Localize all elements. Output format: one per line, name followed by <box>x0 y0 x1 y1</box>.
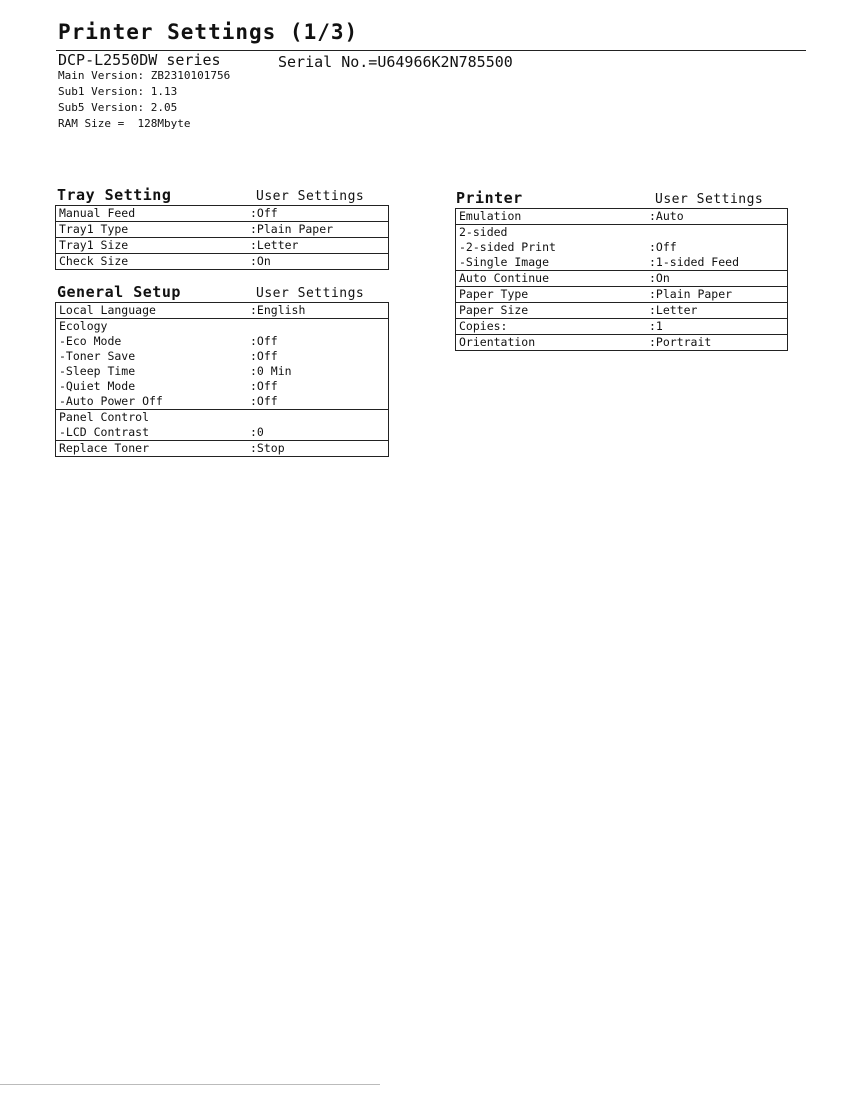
table-row <box>456 225 788 241</box>
general-setup-column-header: User Settings <box>256 286 365 301</box>
setting-label: -Toner Save <box>59 349 136 363</box>
table-row <box>56 379 389 394</box>
setting-value: :On <box>250 254 389 270</box>
setting-value: :Portrait <box>649 335 788 351</box>
setting-label: Panel Control <box>56 410 251 426</box>
table-row <box>56 334 389 349</box>
setting-value: :1 <box>649 319 788 335</box>
general-setup-table <box>55 302 389 457</box>
setting-value: :Off <box>250 206 278 220</box>
printer-column-header: User Settings <box>655 192 764 207</box>
table-row <box>56 254 389 270</box>
main-version: Main Version: ZB2310101756 <box>58 69 231 82</box>
sub5-version: Sub5 Version: 2.05 <box>58 101 178 114</box>
setting-label: -Sleep Time <box>59 364 136 378</box>
table-row <box>56 222 389 238</box>
table-row <box>56 394 389 410</box>
setting-value: :Off <box>250 394 278 408</box>
setting-value: :0 <box>250 425 264 439</box>
table-row <box>56 441 389 457</box>
setting-label: -Quiet Mode <box>59 379 136 393</box>
table-row <box>56 303 389 319</box>
setting-label: Paper Size <box>456 303 650 319</box>
table-row <box>56 206 389 222</box>
setting-label: Emulation <box>459 209 522 223</box>
setting-value: :Plain Paper <box>250 222 389 238</box>
table-row <box>456 271 788 287</box>
setting-value <box>250 319 389 335</box>
setting-value: :Letter <box>250 238 389 254</box>
table-row <box>56 364 389 379</box>
setting-value <box>250 410 389 426</box>
tray-setting-column-header: User Settings <box>256 189 365 204</box>
table-row <box>456 319 788 335</box>
table-row <box>456 255 788 271</box>
table-row <box>456 303 788 319</box>
setting-label: Auto Continue <box>456 271 650 287</box>
setting-label: Copies: <box>456 319 650 335</box>
setting-label: -LCD Contrast <box>59 425 150 439</box>
setting-label: -Eco Mode <box>59 334 122 348</box>
setting-label: Orientation <box>456 335 650 351</box>
setting-label: Tray1 Type <box>56 222 251 238</box>
setting-value: :Auto <box>649 209 684 223</box>
tray-setting-title: Tray Setting <box>57 186 172 204</box>
setting-label: Check Size <box>56 254 251 270</box>
serial-number: Serial No.=U64966K2N785500 <box>278 53 513 71</box>
setting-label: -Single Image <box>459 255 550 269</box>
setting-value <box>649 225 788 241</box>
setting-value: :Off <box>649 240 677 254</box>
table-row <box>456 240 788 255</box>
page-bottom-rule <box>0 1084 380 1085</box>
setting-label: -Auto Power Off <box>59 394 163 408</box>
setting-value: :English <box>250 303 306 317</box>
table-row <box>56 319 389 335</box>
setting-label: Paper Type <box>456 287 650 303</box>
ram-size: RAM Size = 128Mbyte <box>58 117 191 130</box>
sub1-version: Sub1 Version: 1.13 <box>58 85 178 98</box>
printer-table <box>455 208 788 351</box>
setting-label: Local Language <box>59 303 156 317</box>
setting-value: :On <box>649 271 788 287</box>
table-row <box>56 425 389 441</box>
setting-value: :Plain Paper <box>649 287 788 303</box>
setting-value: :Stop <box>250 441 389 457</box>
setting-value: :Letter <box>649 303 788 319</box>
setting-value: :Off <box>250 334 278 348</box>
page-title: Printer Settings (1/3) <box>58 20 359 44</box>
table-row <box>456 335 788 351</box>
tray-setting-table <box>55 205 389 270</box>
model-name: DCP-L2550DW series <box>58 51 221 69</box>
setting-label: Replace Toner <box>56 441 251 457</box>
table-row <box>56 349 389 364</box>
setting-label: Tray1 Size <box>56 238 251 254</box>
setting-value: :Off <box>250 349 278 363</box>
setting-value: :Off <box>250 379 278 393</box>
setting-label: -2-sided Print <box>459 240 556 254</box>
setting-value: :0 Min <box>250 364 292 378</box>
printer-title: Printer <box>456 189 523 207</box>
setting-label: Manual Feed <box>59 206 136 220</box>
table-row <box>456 287 788 303</box>
setting-label: Ecology <box>56 319 251 335</box>
table-row <box>56 238 389 254</box>
table-row <box>56 410 389 426</box>
setting-value: :1-sided Feed <box>649 255 740 269</box>
setting-label: 2-sided <box>456 225 650 241</box>
table-row <box>456 209 788 225</box>
general-setup-title: General Setup <box>57 283 181 301</box>
